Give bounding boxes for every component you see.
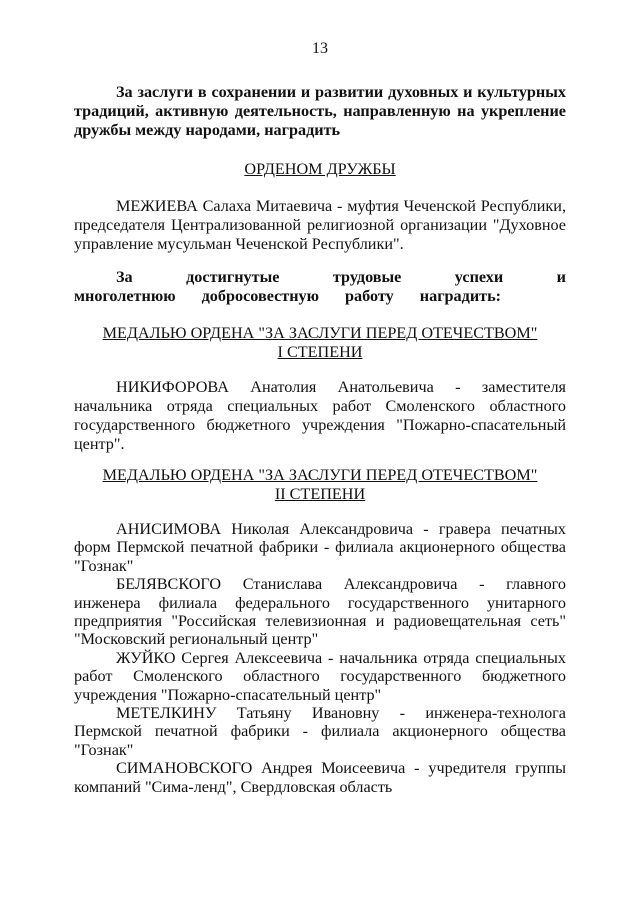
award-order-of-friendship xyxy=(74,160,566,179)
section-1-intro: За заслуги в сохранении и развитии духовных и культурных традиций, активную деятельность, направленную на укрепление дружбы между народами, наградить xyxy=(74,83,566,139)
recipient-paragraph: АНИСИМОВА Николая Александровича - гравера печатных форм Пермской печатной фабрики - филиала акционерного общества "Гознак" xyxy=(74,520,566,575)
award-title-line-1: МЕДАЛЬЮ ОРДЕНА "ЗА ЗАСЛУГИ ПЕРЕД ОТЕЧЕСТВОМ" xyxy=(102,324,538,342)
section-2-intro: За достигнутые трудовые успехи и многолетнюю добросовестную работу наградить: xyxy=(74,268,566,305)
award-title-line-2: II СТЕПЕНИ xyxy=(274,485,366,503)
recipient-paragraph: СИМАНОВСКОГО Андрея Моисеевича - учредителя группы компаний "Сима-ленд", Свердловская область xyxy=(74,759,566,796)
section-2-recipients xyxy=(74,378,566,454)
section-3-recipients xyxy=(74,520,566,796)
recipient-paragraph: БЕЛЯВСКОГО Станислава Александровича - главного инженера филиала федерального государственного унитарного предприятия "Российская телевизионная и радиовещательная сеть" "Московский региональный центр" xyxy=(74,575,566,649)
page-number: 13 xyxy=(312,40,328,57)
award-title-line-1: МЕДАЛЬЮ ОРДЕНА "ЗА ЗАСЛУГИ ПЕРЕД ОТЕЧЕСТВОМ" xyxy=(102,466,538,484)
award-medal-2nd-degree xyxy=(74,466,566,504)
recipient-paragraph: ЖУЙКО Сергея Алексеевича - начальника отряда специальных работ Смоленского областного государственного бюджетного учреждения "Пожарно-спасательный центр" xyxy=(74,648,566,704)
award-title-line-2: I СТЕПЕНИ xyxy=(277,343,363,361)
recipient-paragraph: МЕЖИЕВА Салаха Митаевича - муфтия Чеченской Республики, председателя Централизованной религиозной организации "Духовное управление мусульман Чеченской Республики". xyxy=(74,197,566,253)
section-1-recipients xyxy=(74,197,566,254)
award-title: ОРДЕНОМ ДРУЖБЫ xyxy=(244,160,396,178)
recipient-paragraph: МЕТЕЛКИНУ Татьяну Ивановну - инженера-технолога Пермской печатной фабрики - филиала акционерного общества "Гознак" xyxy=(74,704,566,759)
section-2-intro-block xyxy=(74,268,566,306)
award-medal-1st-degree xyxy=(74,324,566,362)
section-1-intro-block xyxy=(74,83,566,140)
recipient-paragraph: НИКИФОРОВА Анатолия Анатольевича - заместителя начальника отряда специальных работ Смоленского областного государственного бюджетного учреждения "Пожарно-спасательный центр". xyxy=(74,378,566,453)
